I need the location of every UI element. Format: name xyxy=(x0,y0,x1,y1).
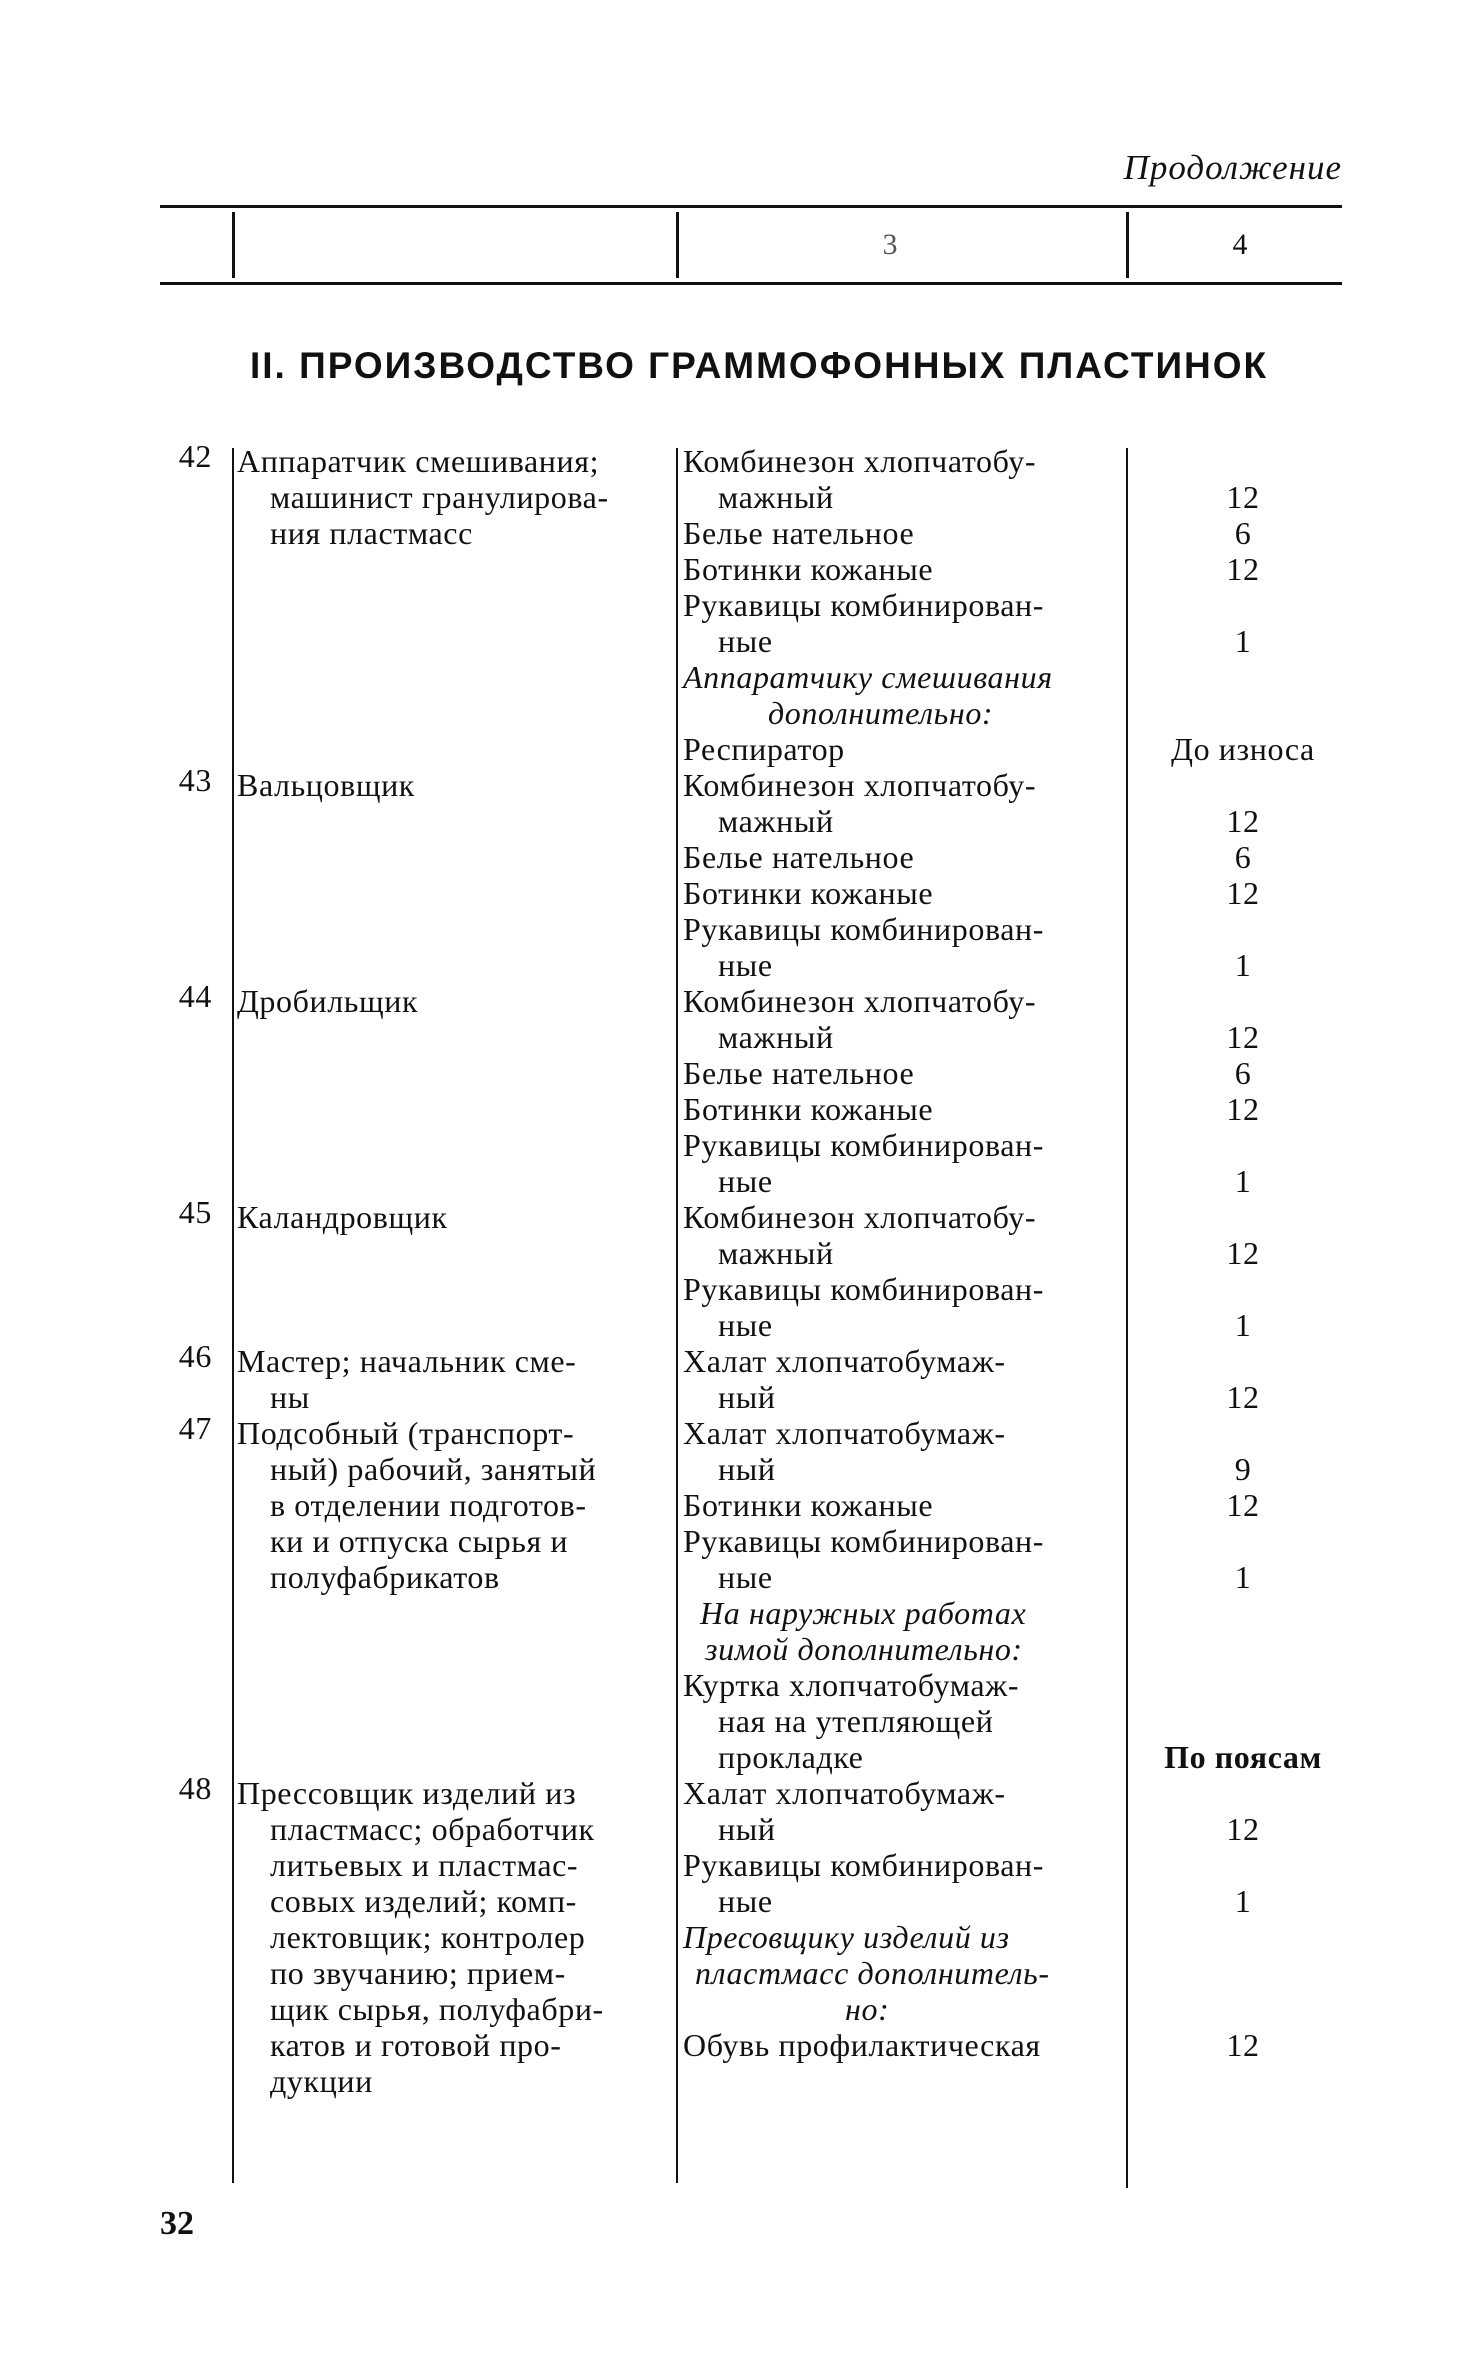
item-line: Ботинки кожаные xyxy=(683,875,934,911)
item-line: Рукавицы комбинирован- xyxy=(683,1523,1045,1559)
item-line: Комбинезон хлопчатобу- xyxy=(683,1199,1037,1235)
value: 12 xyxy=(1226,1091,1260,1127)
item-line: Рукавицы комбинирован- xyxy=(683,911,1045,947)
profession-line: ки и отпуска сырья и xyxy=(270,1523,569,1559)
row-number: 43 xyxy=(178,762,212,798)
item-line: Комбинезон хлопчатобу- xyxy=(683,443,1037,479)
row-number: 45 xyxy=(178,1194,212,1230)
header-col-3: 3 xyxy=(882,228,898,261)
header-separator-3 xyxy=(1126,212,1129,278)
item-line: Халат хлопчатобумаж- xyxy=(683,1415,1006,1451)
profession-line: Каландровщик xyxy=(237,1199,448,1235)
note-line: зимой дополнительно: xyxy=(705,1631,1023,1667)
section-title: II. ПРОИЗВОДСТВО ГРАММОФОННЫХ ПЛАСТИНОК xyxy=(250,345,1269,386)
header-separator-2 xyxy=(676,212,679,278)
value: 1 xyxy=(1234,1163,1252,1199)
item-line: Ботинки кожаные xyxy=(683,1487,934,1523)
item-line: ный xyxy=(718,1379,776,1415)
profession-line: полуфабрикатов xyxy=(270,1559,500,1595)
item-line: ная на утепляющей xyxy=(718,1703,994,1739)
item-line: ные xyxy=(718,947,773,983)
profession-line: в отделении подготов- xyxy=(270,1487,587,1523)
note-line: пластмасс дополнитель- xyxy=(695,1955,1050,1991)
item-line: Комбинезон хлопчатобу- xyxy=(683,767,1037,803)
continuation-label: Продолжение xyxy=(1123,148,1342,187)
item-line: Рукавицы комбинирован- xyxy=(683,1271,1045,1307)
value: 1 xyxy=(1234,947,1252,983)
profession-line: катов и готовой про- xyxy=(270,2027,562,2063)
profession-line: Аппаратчик смешивания; xyxy=(237,443,600,479)
profession-line: щик сырья, полуфабри- xyxy=(270,1991,604,2027)
item-line: Рукавицы комбинирован- xyxy=(683,1127,1045,1163)
item-line: Куртка хлопчатобумаж- xyxy=(683,1667,1020,1703)
profession-line: дукции xyxy=(270,2063,373,2099)
header-top-rule xyxy=(160,205,1342,208)
row-number: 46 xyxy=(178,1338,212,1374)
value: 9 xyxy=(1234,1451,1252,1487)
item-line: ные xyxy=(718,1883,773,1919)
item-line: мажный xyxy=(718,1235,834,1271)
item-line: Рукавицы комбинирован- xyxy=(683,587,1045,623)
value: 12 xyxy=(1226,1811,1260,1847)
value: 12 xyxy=(1226,479,1260,515)
profession-line: Подсобный (транспорт- xyxy=(237,1415,575,1451)
value: 12 xyxy=(1226,803,1260,839)
profession-line: Прессовщик изделий из xyxy=(237,1775,577,1811)
profession-line: литьевых и пластмас- xyxy=(270,1847,579,1883)
value: 12 xyxy=(1226,1379,1260,1415)
item-line: мажный xyxy=(718,1019,834,1055)
value: 12 xyxy=(1226,2027,1260,2063)
value: 12 xyxy=(1226,875,1260,911)
profession-line: лектовщик; контролер xyxy=(270,1919,586,1955)
value: 6 xyxy=(1234,1055,1252,1091)
item-line: прокладке xyxy=(718,1739,864,1775)
profession-line: ния пластмасс xyxy=(270,515,473,551)
item-line: Белье нательное xyxy=(683,515,915,551)
value: 1 xyxy=(1234,1307,1252,1343)
value: 6 xyxy=(1234,839,1252,875)
item-line: ный xyxy=(718,1451,776,1487)
header-col-4: 4 xyxy=(1232,228,1248,261)
profession-line: совых изделий; комп- xyxy=(270,1883,577,1919)
item-line: Обувь профилактическая xyxy=(683,2027,1041,2063)
item-line: Халат хлопчатобумаж- xyxy=(683,1775,1006,1811)
note-line: Аппаратчику смешивания xyxy=(683,659,1053,695)
row-number: 44 xyxy=(178,978,212,1014)
value: 12 xyxy=(1226,1487,1260,1523)
item-line: Рукавицы комбинирован- xyxy=(683,1847,1045,1883)
value: 1 xyxy=(1234,1559,1252,1595)
item-line: мажный xyxy=(718,803,834,839)
profession-line: Дробильщик xyxy=(237,983,419,1019)
row-number: 48 xyxy=(178,1770,212,1806)
note-line: дополнительно: xyxy=(768,695,994,731)
item-line: Ботинки кожаные xyxy=(683,551,934,587)
note-line: Пресовщику изделий из xyxy=(683,1919,1010,1955)
item-line: ные xyxy=(718,1559,773,1595)
profession-line: Вальцовщик xyxy=(237,767,415,803)
col-line-1 xyxy=(232,448,234,2183)
item-line: ные xyxy=(718,1163,773,1199)
profession-line: машинист гранулирова- xyxy=(270,479,609,515)
profession-line: пластмасс; обработчик xyxy=(270,1811,595,1847)
value: 1 xyxy=(1234,623,1252,659)
item-line: ные xyxy=(718,623,773,659)
value: 12 xyxy=(1226,1019,1260,1055)
value: 6 xyxy=(1234,515,1252,551)
row-number: 47 xyxy=(178,1410,212,1446)
row-number: 42 xyxy=(178,438,212,474)
item-line: ный xyxy=(718,1811,776,1847)
profession-line: по звучанию; прием- xyxy=(270,1955,566,1991)
page-number: 32 xyxy=(160,2205,194,2242)
item-line: Респиратор xyxy=(683,731,845,767)
item-line: Белье нательное xyxy=(683,1055,915,1091)
col-line-2 xyxy=(676,448,678,2183)
item-line: Белье нательное xyxy=(683,839,915,875)
profession-line: Мастер; начальник сме- xyxy=(237,1343,577,1379)
profession-line: ный) рабочий, занятый xyxy=(270,1451,597,1487)
value: По поясам xyxy=(1164,1739,1322,1775)
profession-line: ны xyxy=(270,1379,310,1415)
value: До износа xyxy=(1171,731,1315,767)
header-separator-1 xyxy=(232,212,235,278)
item-line: мажный xyxy=(718,479,834,515)
note-line: На наружных работах xyxy=(700,1595,1027,1631)
value: 12 xyxy=(1226,1235,1260,1271)
item-line: ные xyxy=(718,1307,773,1343)
note-line: но: xyxy=(845,1991,890,2027)
item-line: Ботинки кожаные xyxy=(683,1091,934,1127)
item-line: Халат хлопчатобумаж- xyxy=(683,1343,1006,1379)
header-bottom-rule xyxy=(160,282,1342,285)
item-line: Комбинезон хлопчатобу- xyxy=(683,983,1037,1019)
value: 12 xyxy=(1226,551,1260,587)
value: 1 xyxy=(1234,1883,1252,1919)
